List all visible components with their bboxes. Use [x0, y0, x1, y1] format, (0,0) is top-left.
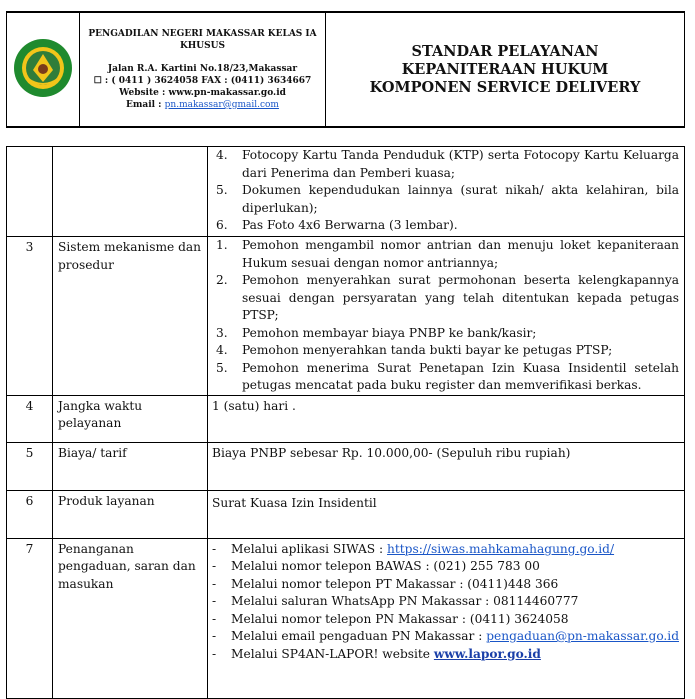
row-number: 6 — [7, 490, 53, 538]
list-item: - Melalui email pengaduan PN Makassar : pengaduan@pn-makassar.go.id — [212, 629, 680, 643]
title-line3: KOMPONEN SERVICE DELIVERY — [369, 78, 641, 96]
lapor-website-link[interactable]: www.lapor.go.id — [433, 646, 541, 661]
org-email-label: Email : — [126, 100, 165, 110]
list-item: 3. Pemohon membayar biaya PNBP ke bank/kasir; — [216, 325, 537, 340]
table-row — [7, 490, 685, 538]
procedure-list — [212, 237, 679, 395]
list-item: - Melalui nomor telepon PT Makassar : (0411)448 366 — [212, 576, 559, 591]
row-label: Biaya/ tarif — [53, 442, 208, 490]
logo-cell — [7, 12, 80, 127]
table-row — [7, 442, 685, 490]
letterhead — [6, 11, 685, 128]
list-item: 5. Dokumen kependudukan lainnya (surat nikah/ akta kelahiran, bila diperlukan); — [216, 183, 679, 215]
court-info — [80, 12, 326, 127]
title-line1: STANDAR PELAYANAN — [411, 42, 599, 60]
table-row — [7, 147, 685, 237]
row-number: 3 — [7, 237, 53, 396]
list-item: - Melalui aplikasi SIWAS : https://siwas.mahkamahagung.go.id/ — [212, 541, 615, 556]
list-item: 6. Pas Foto 4x6 Berwarna (3 lembar). — [216, 218, 458, 232]
list-item: - Melalui nomor telepon BAWAS : (021) 255 783 00 — [212, 559, 540, 573]
complaint-channels-list — [212, 541, 679, 664]
table-row — [7, 237, 685, 396]
list-item: 4. Pemohon menyerahkan tanda bukti bayar ke petugas PTSP; — [216, 343, 613, 357]
document-title — [326, 12, 685, 127]
row-label: Produk layanan — [53, 490, 208, 538]
list-item: - Melalui nomor telepon PN Makassar : (0411) 3624058 — [212, 611, 569, 626]
service-standard-table — [6, 146, 685, 699]
row-number: 5 — [7, 442, 53, 490]
row-number: 4 — [7, 395, 53, 442]
row-number: 7 — [7, 538, 53, 698]
row-label: Jangka waktu pelayanan — [53, 395, 208, 442]
row-label: Sistem mekanisme dan prosedur — [53, 237, 208, 396]
org-name-line1: PENGADILAN NEGERI MAKASSAR KELAS IA — [88, 29, 317, 39]
row-value: 1 (satu) hari . — [208, 395, 685, 442]
row-label: Penanganan pengaduan, saran dan masukan — [53, 538, 208, 698]
org-email-link[interactable]: pn.makassar@gmail.com — [164, 100, 279, 110]
table-row — [7, 395, 685, 442]
list-item: 5. Pemohon menerima Surat Penetapan Izin Kuasa Insidentil setelah petugas mencatat pada buku register dan memverifikasi berkas. — [216, 360, 679, 392]
row-value: Surat Kuasa Izin Insidentil — [208, 490, 685, 538]
org-website: Website : www.pn-makassar.go.id — [119, 88, 286, 98]
siwas-link[interactable]: https://siwas.mahkamahagung.go.id/ — [387, 541, 615, 556]
row-value: Biaya PNBP sebesar Rp. 10.000,00- (Sepuluh ribu rupiah) — [208, 442, 685, 490]
list-item: 1. Pemohon mengambil nomor antrian dan menuju loket kepaniteraan Hukum sesuai dengan nomor antriannya; — [216, 238, 679, 270]
requirements-list — [212, 147, 679, 235]
org-name-line2: KHUSUS — [179, 41, 226, 51]
list-item: - Melalui SP4AN-LAPOR! website www.lapor.go.id — [212, 646, 541, 661]
list-item: 4. Fotocopy Kartu Tanda Penduduk (KTP) serta Fotocopy Kartu Keluarga dari Penerima dan Pemberi kuasa; — [216, 148, 679, 180]
table-row — [7, 538, 685, 698]
org-phone-fax: ☐ : ( 0411 ) 3624058 FAX : (0411) 3634667 — [93, 76, 312, 86]
title-line2: KEPANITERAAN HUKUM — [401, 60, 609, 78]
complaint-email-link[interactable]: pengaduan@pn-makassar.go.id — [486, 629, 680, 643]
court-emblem-logo — [13, 38, 73, 98]
org-address: Jalan R.A. Kartini No.18/23,Makassar — [107, 64, 298, 74]
list-item: 2. Pemohon menyerahkan surat permohonan beserta kelengkapannya sesuai dengan persyaratan yang telah ditentukan kepada petugas PTSP; — [216, 273, 679, 322]
list-item: - Melalui saluran WhatsApp PN Makassar : 08114460777 — [212, 594, 579, 608]
